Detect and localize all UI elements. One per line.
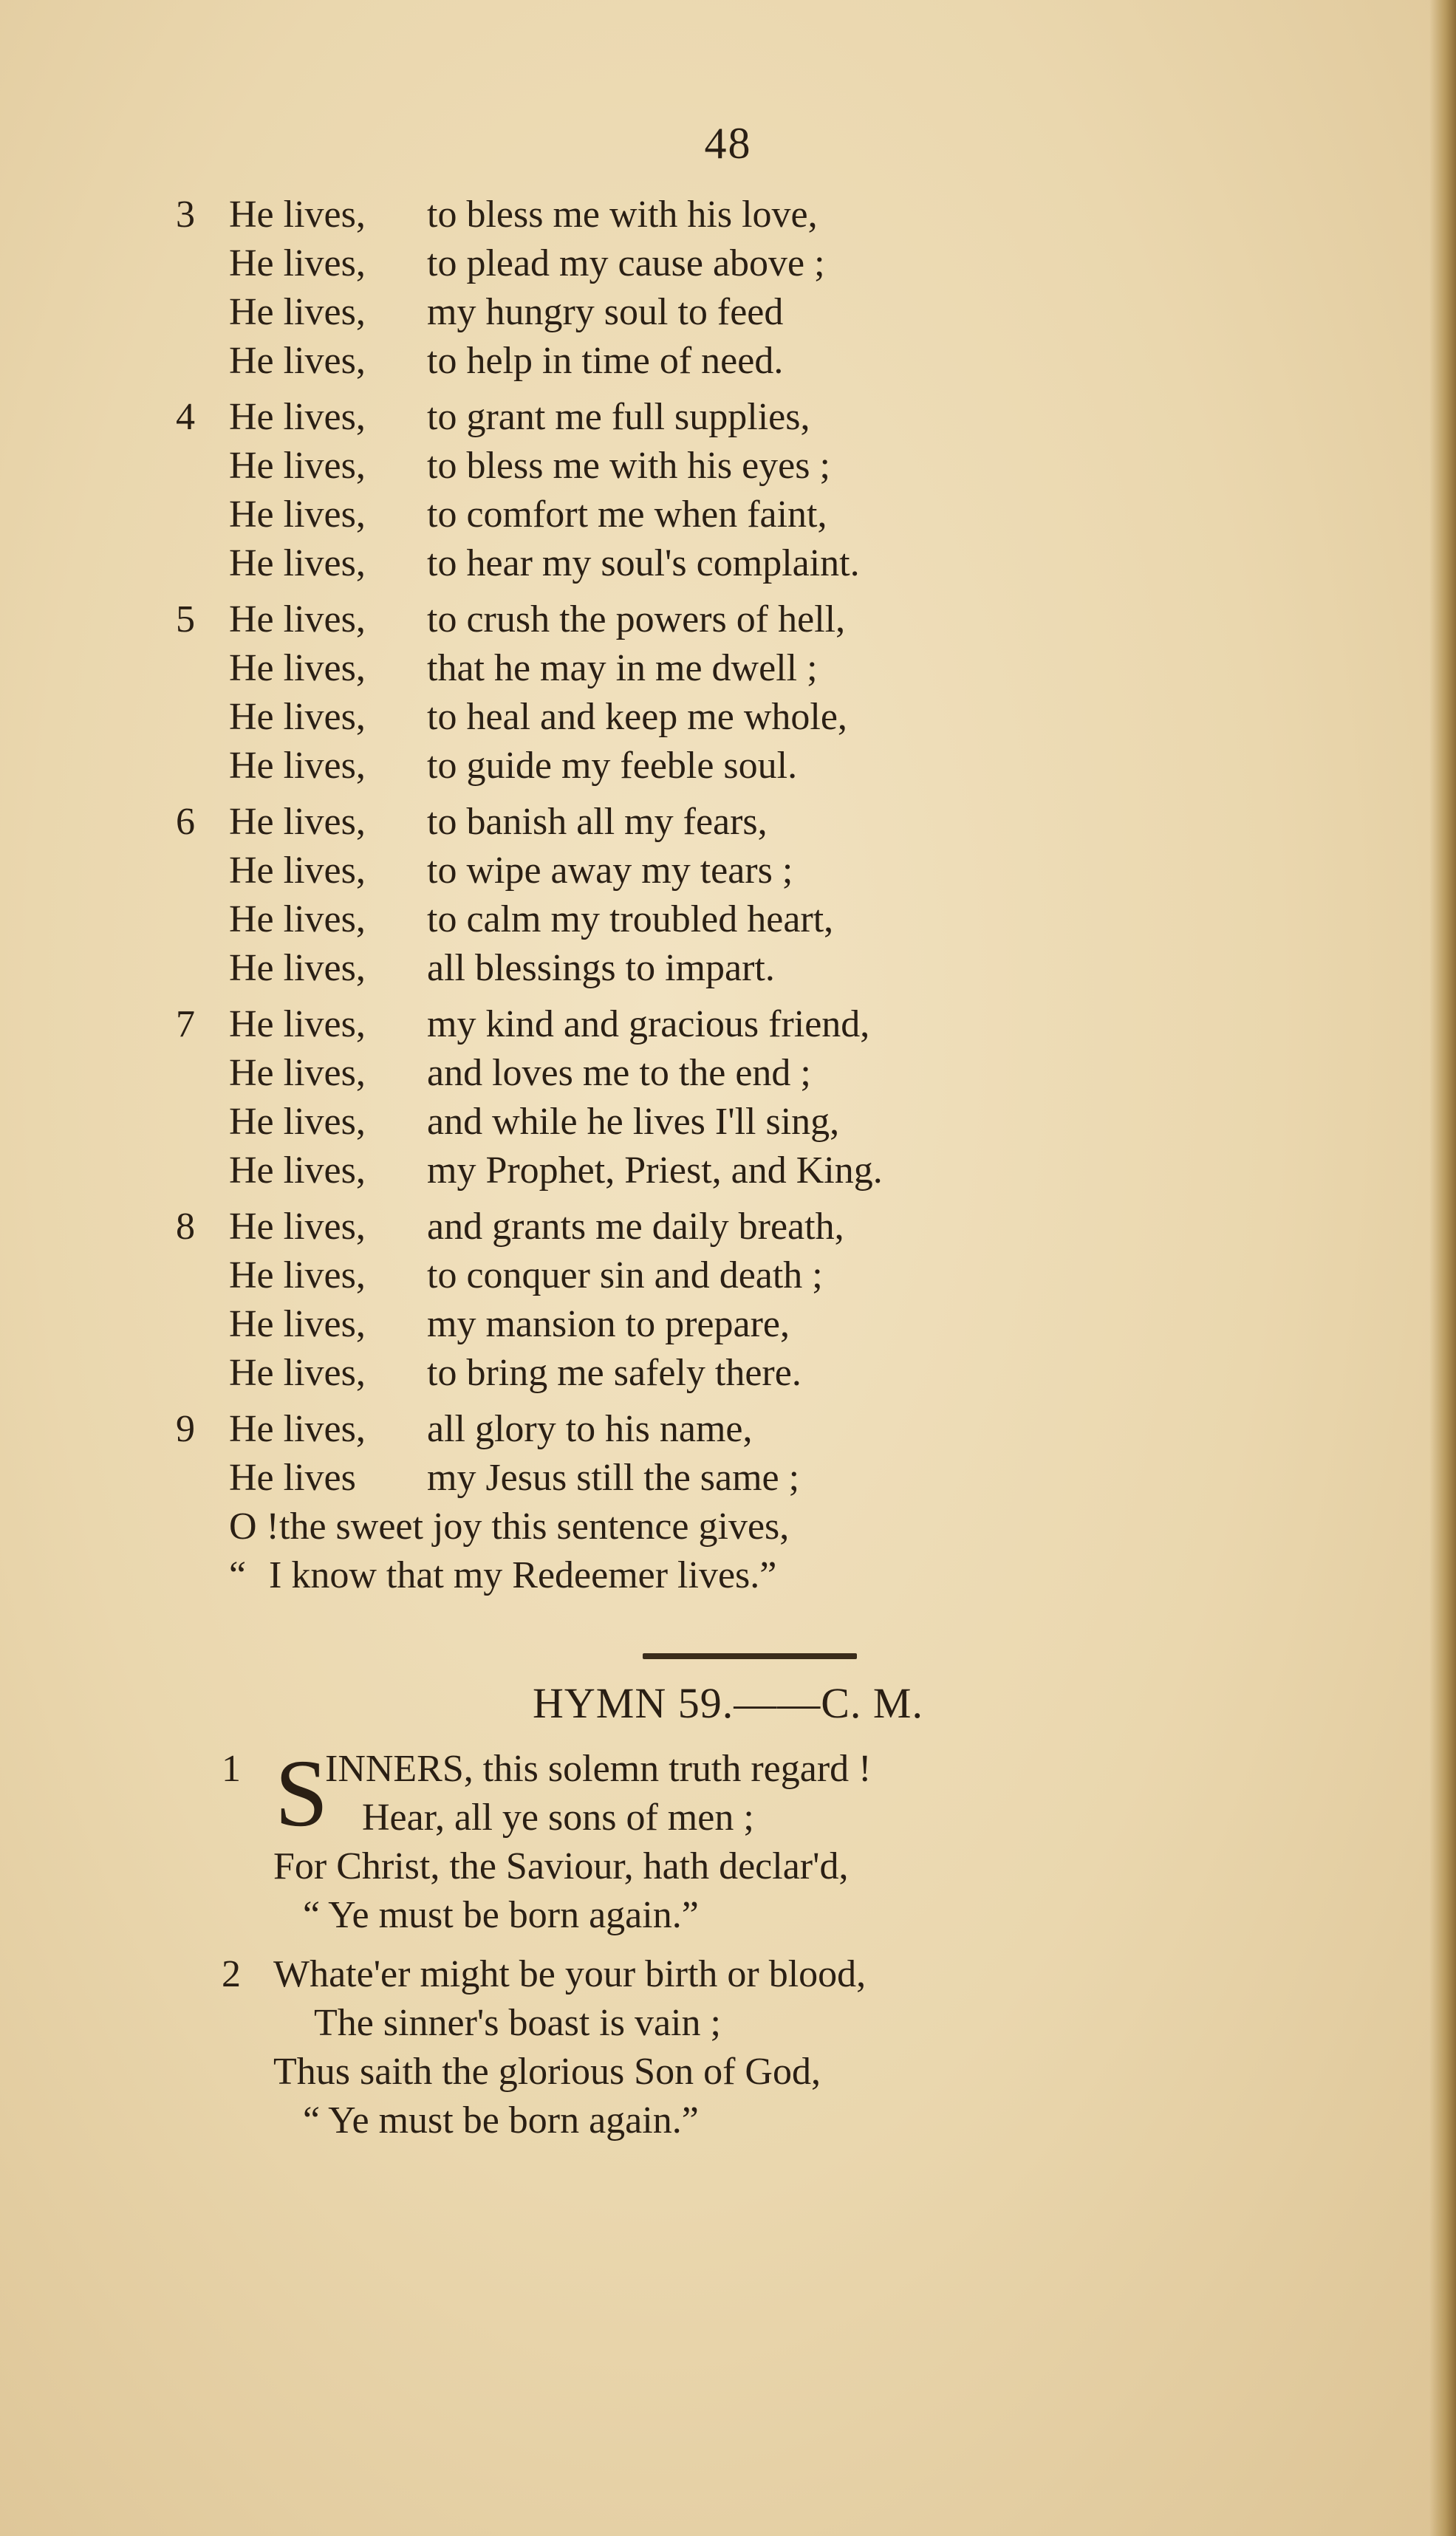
line-lead: He lives, — [229, 1003, 366, 1045]
line-text: to wipe away my tears ; — [427, 850, 793, 892]
hymn59-verse-1 — [222, 1740, 1330, 1966]
verse-line: INNERS, this solemn truth regard ! — [325, 1748, 872, 1790]
line-text: to conquer sin and death ; — [427, 1254, 823, 1296]
verse-9 — [176, 1405, 1313, 1600]
line-text: all blessings to impart. — [427, 947, 775, 989]
line-lead: He lives, — [229, 194, 366, 236]
line-text: to crush the powers of hell, — [427, 598, 846, 640]
line-text: I know that my Redeemer lives.” — [269, 1554, 777, 1596]
line-lead: He lives, — [229, 745, 366, 787]
verse-line — [176, 337, 1313, 386]
verse-line — [176, 944, 1313, 993]
verse-6 — [176, 798, 1313, 993]
page-edge — [1429, 0, 1456, 2536]
line-text: my Prophet, Priest, and King. — [427, 1149, 883, 1192]
line-text: and loves me to the end ; — [427, 1052, 811, 1094]
line-lead: He lives, — [229, 1303, 366, 1345]
line-lead: O ! — [229, 1505, 279, 1548]
line-lead: “ — [229, 1554, 247, 1596]
line-lead: He lives, — [229, 947, 366, 989]
line-text: and grants me daily breath, — [427, 1206, 844, 1248]
line-lead: He lives, — [229, 898, 366, 940]
line-text: to grant me full supplies, — [427, 396, 810, 438]
verse-line — [176, 1551, 1313, 1600]
line-lead: He lives, — [229, 1408, 366, 1450]
verse-line — [176, 288, 1313, 337]
verse-number: 5 — [176, 598, 195, 640]
line-text: to hear my soul's complaint. — [427, 542, 860, 584]
line-text: to heal and keep me whole, — [427, 696, 847, 738]
verse-line — [176, 1454, 1313, 1503]
verse-line: Thus saith the glorious Son of God, — [273, 2051, 821, 2093]
verse-3 — [176, 191, 1313, 386]
line-lead: He lives, — [229, 1052, 366, 1094]
verse-line: For Christ, the Saviour, hath declar'd, — [273, 1845, 849, 1887]
verse-line — [176, 644, 1313, 693]
verse-line — [176, 191, 1313, 239]
line-lead: He lives, — [229, 340, 366, 382]
verse-line — [176, 798, 1313, 847]
verse-line — [176, 693, 1313, 742]
line-text: to plead my cause above ; — [427, 242, 825, 284]
line-lead: He lives, — [229, 445, 366, 487]
line-text: my kind and gracious friend, — [427, 1003, 870, 1045]
line-lead: He lives, — [229, 542, 366, 584]
line-text: my mansion to prepare, — [427, 1303, 790, 1345]
verse-number: 4 — [176, 396, 195, 438]
line-text: my Jesus still the same ; — [427, 1457, 800, 1499]
drop-cap: S — [275, 1740, 329, 1847]
verse-line — [176, 1405, 1313, 1454]
verse-5 — [176, 595, 1313, 790]
line-lead: He lives, — [229, 1101, 366, 1143]
hymn59-verse-2 — [222, 1950, 1330, 2172]
verse-line: Hear, all ye sons of men ; — [362, 1797, 754, 1839]
verse-line — [176, 539, 1313, 588]
line-lead: He lives, — [229, 291, 366, 333]
line-lead: He lives, — [229, 396, 366, 438]
verse-line — [176, 1203, 1313, 1251]
verse-number: 9 — [176, 1408, 195, 1450]
line-lead: He lives, — [229, 1206, 366, 1248]
line-lead: He lives, — [229, 242, 366, 284]
line-lead: He lives, — [229, 801, 366, 843]
line-text: that he may in me dwell ; — [427, 647, 818, 689]
verse-line — [176, 393, 1313, 442]
verse-line — [176, 895, 1313, 944]
verse-7 — [176, 1000, 1313, 1195]
verse-line — [176, 1251, 1313, 1300]
verse-line — [176, 491, 1313, 539]
verse-line: The sinner's boast is vain ; — [314, 2002, 721, 2044]
line-text: to bring me safely there. — [427, 1352, 802, 1394]
page-number: 48 — [704, 119, 752, 168]
line-text: my hungry soul to feed — [427, 291, 784, 333]
line-text: to comfort me when faint, — [427, 493, 827, 536]
verse-line — [176, 1049, 1313, 1098]
line-text: to calm my troubled heart, — [427, 898, 834, 940]
verse-number: 7 — [176, 1003, 195, 1045]
verse-number: 2 — [222, 1953, 241, 1995]
verse-number: 8 — [176, 1206, 195, 1248]
verse-line — [176, 595, 1313, 644]
line-text: and while he lives I'll sing, — [427, 1101, 840, 1143]
verse-8 — [176, 1203, 1313, 1398]
verse-line — [176, 239, 1313, 288]
verse-number: 6 — [176, 801, 195, 843]
verse-number: 1 — [222, 1748, 241, 1790]
line-lead: He lives, — [229, 598, 366, 640]
verse-line — [176, 1000, 1313, 1049]
verse-line — [176, 1098, 1313, 1146]
hymn-title: HYMN 59.——C. M. — [533, 1679, 923, 1727]
line-lead: He lives, — [229, 1254, 366, 1296]
verse-line — [176, 1146, 1313, 1195]
verse-line — [176, 1300, 1313, 1349]
line-text: to bless me with his eyes ; — [427, 445, 830, 487]
line-lead: He lives, — [229, 696, 366, 738]
line-lead: He lives, — [229, 850, 366, 892]
line-text: to bless me with his love, — [427, 194, 818, 236]
verse-line: “ Ye must be born again.” — [303, 1894, 699, 1936]
verse-line — [176, 442, 1313, 491]
line-text: all glory to his name, — [427, 1408, 753, 1450]
verse-line — [176, 1349, 1313, 1398]
verse-line — [176, 742, 1313, 790]
line-lead: He lives — [229, 1457, 356, 1499]
line-lead: He lives, — [229, 493, 366, 536]
line-lead: He lives, — [229, 647, 366, 689]
verse-line — [176, 1503, 1313, 1551]
line-text: to guide my feeble soul. — [427, 745, 798, 787]
verse-4 — [176, 393, 1313, 588]
line-text: to help in time of need. — [427, 340, 784, 382]
section-divider — [643, 1653, 857, 1659]
verse-line: Whate'er might be your birth or blood, — [273, 1953, 867, 1995]
verse-line — [176, 847, 1313, 895]
line-text: the sweet joy this sentence gives, — [279, 1505, 790, 1548]
line-lead: He lives, — [229, 1352, 366, 1394]
verse-number: 3 — [176, 194, 195, 236]
line-lead: He lives, — [229, 1149, 366, 1192]
line-text: to banish all my fears, — [427, 801, 768, 843]
verse-line: “ Ye must be born again.” — [303, 2099, 699, 2142]
